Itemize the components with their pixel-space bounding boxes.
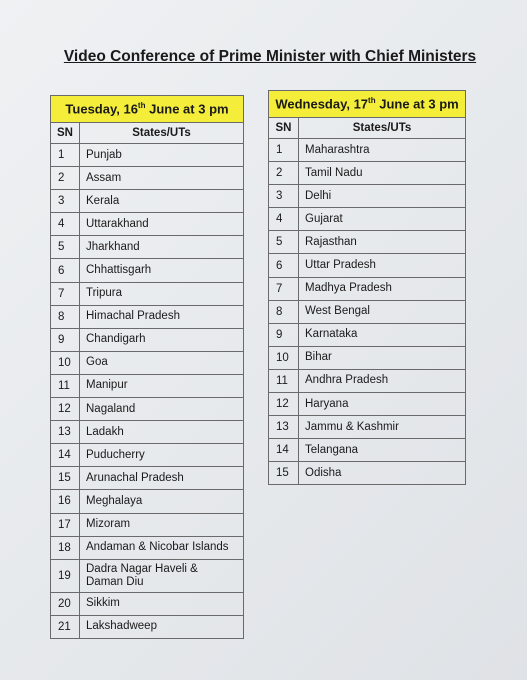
state-name: Uttarakhand (80, 213, 244, 236)
state-name: Puducherry (80, 444, 244, 467)
state-name: Rajasthan (299, 231, 466, 254)
wednesday-header (269, 91, 466, 118)
table-row (269, 323, 466, 346)
state-name: Goa (80, 351, 244, 374)
sn-column-header: SN (51, 123, 80, 144)
state-name: Jammu & Kashmir (299, 416, 466, 439)
table-row (51, 144, 244, 167)
serial-number: 1 (51, 144, 80, 167)
state-name: Sikkim (80, 592, 244, 615)
day-ordinal: th (368, 96, 376, 106)
state-name: Mizoram (80, 513, 244, 536)
table-row (51, 259, 244, 282)
state-name: Nagaland (80, 398, 244, 421)
serial-number: 5 (269, 231, 299, 254)
table-row (51, 351, 244, 374)
tuesday-header (51, 96, 244, 123)
table-row (269, 300, 466, 323)
serial-number: 9 (269, 323, 299, 346)
table-row (269, 254, 466, 277)
table-row (51, 167, 244, 190)
tuesday-schedule-table (50, 95, 244, 639)
state-name: Andaman & Nicobar Islands (80, 536, 244, 559)
state-name: Manipur (80, 374, 244, 397)
day-prefix: Tuesday, 16 (65, 101, 138, 117)
table-row (51, 374, 244, 397)
table-row (269, 416, 466, 439)
state-name: Telangana (299, 439, 466, 462)
serial-number: 3 (269, 185, 299, 208)
table-row (51, 398, 244, 421)
serial-number: 14 (269, 439, 299, 462)
state-name: West Bengal (299, 300, 466, 323)
table-row (51, 467, 244, 490)
table-row (51, 513, 244, 536)
state-name: Arunachal Pradesh (80, 467, 244, 490)
state-name: Meghalaya (80, 490, 244, 513)
state-name: Chhattisgarh (80, 259, 244, 282)
table-row (269, 139, 466, 162)
state-name: Assam (80, 167, 244, 190)
serial-number: 9 (51, 328, 80, 351)
states-column-header: States/UTs (299, 118, 466, 139)
state-name: Kerala (80, 190, 244, 213)
serial-number: 10 (269, 346, 299, 369)
serial-number: 11 (269, 369, 299, 392)
table-row (51, 592, 244, 615)
serial-number: 4 (51, 213, 80, 236)
table-row (269, 439, 466, 462)
day-prefix: Wednesday, 17 (275, 96, 369, 112)
serial-number: 18 (51, 536, 80, 559)
serial-number: 7 (51, 282, 80, 305)
table-row (269, 369, 466, 392)
states-column-header: States/UTs (80, 123, 244, 144)
serial-number: 19 (51, 559, 80, 592)
state-name: Jharkhand (80, 236, 244, 259)
serial-number: 8 (51, 305, 80, 328)
table-row (51, 190, 244, 213)
serial-number: 5 (51, 236, 80, 259)
state-name: Uttar Pradesh (299, 254, 466, 277)
state-name: Madhya Pradesh (299, 277, 466, 300)
state-name: Odisha (299, 462, 466, 485)
table-row (269, 393, 466, 416)
document-title: Video Conference of Prime Minister with Chief Ministers (63, 48, 477, 65)
serial-number: 10 (51, 351, 80, 374)
state-name: Karnataka (299, 323, 466, 346)
state-name: Bihar (299, 346, 466, 369)
state-name: Chandigarh (80, 328, 244, 351)
table-row (51, 444, 244, 467)
state-name: Haryana (299, 393, 466, 416)
serial-number: 6 (269, 254, 299, 277)
serial-number: 2 (269, 162, 299, 185)
state-name: Dadra Nagar Haveli & Daman Diu (80, 559, 244, 592)
serial-number: 21 (51, 615, 80, 638)
serial-number: 12 (269, 393, 299, 416)
state-name: Gujarat (299, 208, 466, 231)
state-name: Ladakh (80, 421, 244, 444)
day-suffix: June at 3 pm (145, 101, 229, 117)
sn-column-header: SN (269, 118, 299, 139)
table-row (51, 213, 244, 236)
serial-number: 13 (51, 421, 80, 444)
table-row (269, 231, 466, 254)
serial-number: 3 (51, 190, 80, 213)
serial-number: 4 (269, 208, 299, 231)
table-row (51, 328, 244, 351)
state-name: Tripura (80, 282, 244, 305)
tuesday-rows (51, 144, 244, 639)
serial-number: 13 (269, 416, 299, 439)
serial-number: 15 (269, 462, 299, 485)
table-row (51, 236, 244, 259)
serial-number: 16 (51, 490, 80, 513)
table-row (269, 162, 466, 185)
state-name: Himachal Pradesh (80, 305, 244, 328)
table-row (51, 282, 244, 305)
serial-number: 15 (51, 467, 80, 490)
table-row (51, 559, 244, 592)
serial-number: 17 (51, 513, 80, 536)
table-row (269, 208, 466, 231)
table-row (269, 462, 466, 485)
state-name: Tamil Nadu (299, 162, 466, 185)
table-row (51, 490, 244, 513)
serial-number: 7 (269, 277, 299, 300)
wednesday-schedule-table (268, 90, 466, 485)
serial-number: 20 (51, 592, 80, 615)
day-ordinal: th (137, 101, 146, 111)
table-row (51, 615, 244, 638)
table-row (269, 277, 466, 300)
table-row (269, 346, 466, 369)
serial-number: 1 (269, 139, 299, 162)
serial-number: 2 (51, 167, 80, 190)
serial-number: 6 (51, 259, 80, 282)
table-row (51, 536, 244, 559)
table-row (51, 305, 244, 328)
table-row (269, 185, 466, 208)
serial-number: 12 (51, 398, 80, 421)
state-name: Maharashtra (299, 139, 466, 162)
state-name: Andhra Pradesh (299, 369, 466, 392)
day-suffix: June at 3 pm (375, 96, 459, 112)
state-name: Punjab (80, 144, 244, 167)
state-name: Delhi (299, 185, 466, 208)
table-row (51, 421, 244, 444)
wednesday-rows (269, 139, 466, 485)
serial-number: 14 (51, 444, 80, 467)
serial-number: 11 (51, 374, 80, 397)
serial-number: 8 (269, 300, 299, 323)
state-name: Lakshadweep (80, 615, 244, 638)
